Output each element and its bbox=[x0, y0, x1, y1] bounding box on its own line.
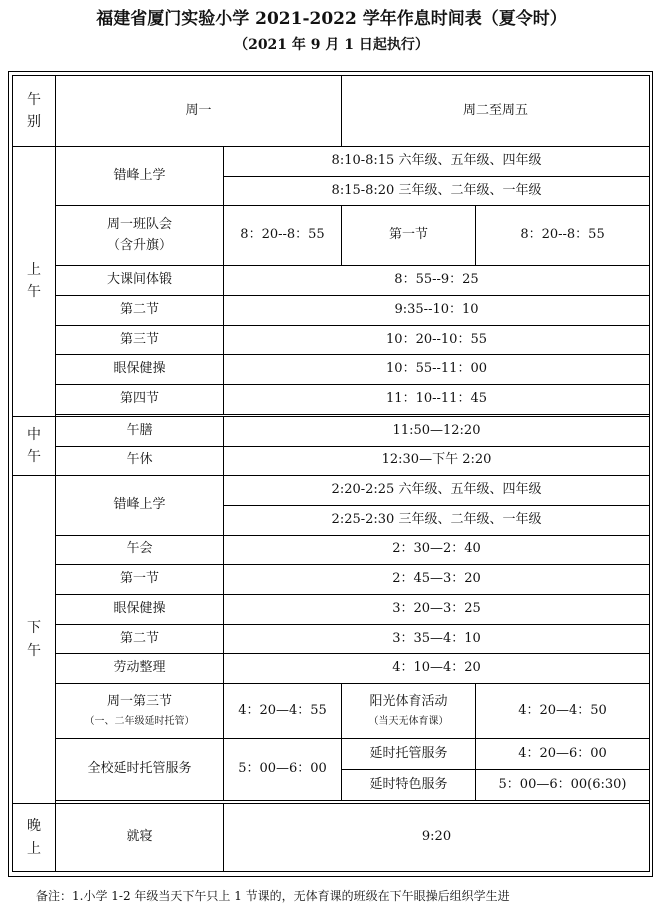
special-service-label: 延时特色服务 bbox=[342, 770, 476, 801]
eye-exercise-label: 眼保健操 bbox=[56, 355, 224, 385]
rest-time: 12:30—下午 2:20 bbox=[224, 446, 650, 476]
lunch-time: 11:50—12:20 bbox=[224, 416, 650, 446]
table-row bbox=[13, 206, 650, 266]
class-meeting-label: 周一班队会 （含升旗） bbox=[56, 206, 224, 266]
second-class-time: 9:35--10：10 bbox=[224, 296, 650, 326]
exercise-time: 8：55--9：25 bbox=[224, 266, 650, 296]
table-row bbox=[13, 76, 650, 147]
table-row bbox=[13, 147, 650, 177]
special-service-time: 5：00—6：00(6:30) bbox=[476, 770, 650, 801]
period-morning: 上 午 bbox=[13, 147, 56, 417]
table-row bbox=[13, 416, 650, 446]
pm-second-class-label: 第二节 bbox=[56, 624, 224, 654]
care-service-label: 延时托管服务 bbox=[342, 739, 476, 770]
table-row bbox=[13, 535, 650, 565]
schedule-table bbox=[12, 75, 650, 872]
table-row bbox=[13, 624, 650, 654]
morning-stagger-label: 错峰上学 bbox=[56, 147, 224, 206]
pm-eye-exercise-label: 眼保健操 bbox=[56, 594, 224, 624]
period-afternoon: 下 午 bbox=[13, 476, 56, 804]
pm-second-class-time: 3：35—4：10 bbox=[224, 624, 650, 654]
sports-activity-time: 4：20—4：50 bbox=[476, 684, 650, 739]
afternoon-stagger-label: 错峰上学 bbox=[56, 476, 224, 535]
table-row bbox=[13, 476, 650, 506]
lunch-label: 午膳 bbox=[56, 416, 224, 446]
table-row bbox=[13, 654, 650, 684]
sleep-time: 9:20 bbox=[224, 804, 650, 872]
eye-exercise-time: 10：55--11：00 bbox=[224, 355, 650, 385]
table-row bbox=[13, 446, 650, 476]
class-meeting-time: 8：20--8：55 bbox=[224, 206, 342, 266]
third-class-time: 10：20--10：55 bbox=[224, 325, 650, 355]
first-class-time: 8：20--8：55 bbox=[476, 206, 650, 266]
table-row bbox=[13, 266, 650, 296]
care-service-time: 4：20—6：00 bbox=[476, 739, 650, 770]
period-noon: 中 午 bbox=[13, 416, 56, 475]
noon-meeting-time: 2：30—2：40 bbox=[224, 535, 650, 565]
pm-first-class-time: 2：45—3：20 bbox=[224, 565, 650, 595]
fourth-class-label: 第四节 bbox=[56, 385, 224, 415]
table-row bbox=[13, 296, 650, 326]
labor-label: 劳动整理 bbox=[56, 654, 224, 684]
after-school-time: 5：00—6：00 bbox=[224, 739, 342, 801]
mon-third-class-time: 4：20—4：55 bbox=[224, 684, 342, 739]
afternoon-stagger-time-2: 2:25-2:30 三年级、二年级、一年级 bbox=[224, 505, 650, 535]
page-title: 福建省厦门实验小学 2021-2022 学年作息时间表（夏令时） bbox=[96, 9, 567, 29]
first-class-label: 第一节 bbox=[342, 206, 476, 266]
exercise-label: 大课间体锻 bbox=[56, 266, 224, 296]
page-subtitle: （2021 年 9 月 1 日起执行） bbox=[234, 37, 429, 53]
second-class-label: 第二节 bbox=[56, 296, 224, 326]
rest-label: 午休 bbox=[56, 446, 224, 476]
fourth-class-time: 11：10--11：45 bbox=[224, 385, 650, 415]
period-evening: 晚 上 bbox=[13, 804, 56, 872]
morning-stagger-time-2: 8:15-8:20 三年级、二年级、一年级 bbox=[224, 176, 650, 206]
afternoon-stagger-time-1: 2:20-2:25 六年级、五年级、四年级 bbox=[224, 476, 650, 506]
noon-meeting-label: 午会 bbox=[56, 535, 224, 565]
table-row bbox=[13, 739, 650, 770]
pm-eye-exercise-time: 3：20—3：25 bbox=[224, 594, 650, 624]
header-tue-fri: 周二至周五 bbox=[342, 76, 650, 147]
table-row bbox=[13, 684, 650, 739]
sleep-label: 就寝 bbox=[56, 804, 224, 872]
morning-stagger-time-1: 8:10-8:15 六年级、五年级、四年级 bbox=[224, 147, 650, 177]
header-monday: 周一 bbox=[56, 76, 342, 147]
table-row bbox=[13, 594, 650, 624]
third-class-label: 第三节 bbox=[56, 325, 224, 355]
pm-first-class-label: 第一节 bbox=[56, 565, 224, 595]
table-row bbox=[13, 385, 650, 415]
footnote: 备注：1.小学 1-2 年级当天下午只上 1 节课的，无体育课的班级在下午眼操后组织学生进 bbox=[36, 889, 510, 903]
table-row bbox=[13, 325, 650, 355]
mon-third-class-label: 周一第三节 （一、二年级延时托管） bbox=[56, 684, 224, 739]
sports-activity-label: 阳光体育活动 （当天无体育课） bbox=[342, 684, 476, 739]
table-row bbox=[13, 804, 650, 872]
table-row bbox=[13, 565, 650, 595]
header-period-cell: 午 别 bbox=[13, 76, 56, 147]
table-row bbox=[13, 355, 650, 385]
labor-time: 4：10—4：20 bbox=[224, 654, 650, 684]
after-school-label: 全校延时托管服务 bbox=[56, 739, 224, 801]
